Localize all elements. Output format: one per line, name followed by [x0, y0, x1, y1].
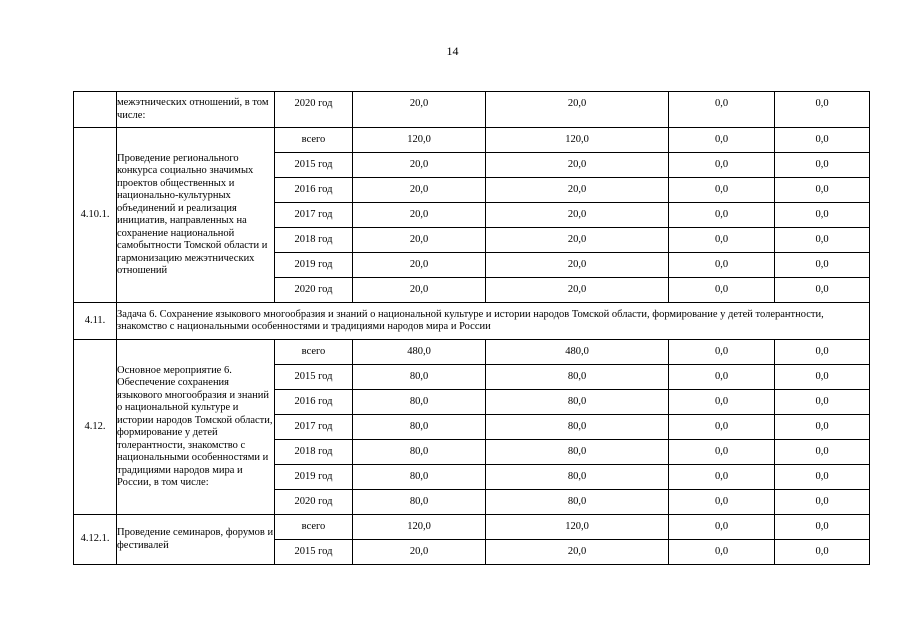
local-budget-cell: 0,0: [669, 415, 775, 440]
extra-budget-cell: 0,0: [775, 490, 870, 515]
regional-budget-cell: 80,0: [486, 490, 669, 515]
total-value-cell: 80,0: [353, 390, 486, 415]
regional-budget-cell: 20,0: [486, 278, 669, 303]
extra-budget-cell: 0,0: [775, 540, 870, 565]
measure-description: Основное мероприятие 6. Обеспечение сохранения языкового многообразия и знаний о национальной культуре и истории народов Томской области, формирование у детей толерантности, знакомство с национальными особенностями и традициями народов мира и России, в том числе:: [117, 340, 275, 515]
table-row: [74, 92, 870, 128]
year-cell: 2017 год: [275, 415, 353, 440]
total-value-cell: 80,0: [353, 365, 486, 390]
local-budget-cell: 0,0: [669, 515, 775, 540]
local-budget-cell: 0,0: [669, 228, 775, 253]
regional-budget-cell: 20,0: [486, 540, 669, 565]
regional-budget-cell: 20,0: [486, 228, 669, 253]
row-number: 4.11.: [74, 303, 117, 340]
year-cell: 2020 год: [275, 490, 353, 515]
measure-description: Проведение семинаров, форумов и фестивалей: [117, 515, 275, 565]
extra-budget-cell: 0,0: [775, 92, 870, 128]
total-value-cell: 120,0: [353, 515, 486, 540]
year-cell: всего: [275, 128, 353, 153]
total-value-cell: 120,0: [353, 128, 486, 153]
table-row: [74, 340, 870, 365]
row-number: 4.12.1.: [74, 515, 117, 565]
extra-budget-cell: 0,0: [775, 440, 870, 465]
total-value-cell: 80,0: [353, 465, 486, 490]
local-budget-cell: 0,0: [669, 440, 775, 465]
row-number: [74, 92, 117, 128]
year-cell: 2015 год: [275, 365, 353, 390]
local-budget-cell: 0,0: [669, 92, 775, 128]
regional-budget-cell: 80,0: [486, 465, 669, 490]
regional-budget-cell: 120,0: [486, 128, 669, 153]
task-row: [74, 303, 870, 340]
year-cell: 2018 год: [275, 440, 353, 465]
local-budget-cell: 0,0: [669, 128, 775, 153]
table-row: [74, 515, 870, 540]
local-budget-cell: 0,0: [669, 540, 775, 565]
extra-budget-cell: 0,0: [775, 153, 870, 178]
year-cell: 2018 год: [275, 228, 353, 253]
local-budget-cell: 0,0: [669, 365, 775, 390]
regional-budget-cell: 20,0: [486, 92, 669, 128]
year-cell: 2015 год: [275, 540, 353, 565]
page-number: 14: [446, 44, 459, 58]
local-budget-cell: 0,0: [669, 390, 775, 415]
budget-table: [73, 91, 870, 565]
regional-budget-cell: 20,0: [486, 203, 669, 228]
year-cell: 2017 год: [275, 203, 353, 228]
regional-budget-cell: 120,0: [486, 515, 669, 540]
row-number: 4.10.1.: [74, 128, 117, 303]
table-row: [74, 128, 870, 153]
extra-budget-cell: 0,0: [775, 278, 870, 303]
extra-budget-cell: 0,0: [775, 228, 870, 253]
year-cell: 2019 год: [275, 253, 353, 278]
total-value-cell: 80,0: [353, 440, 486, 465]
total-value-cell: 80,0: [353, 415, 486, 440]
regional-budget-cell: 480,0: [486, 340, 669, 365]
extra-budget-cell: 0,0: [775, 253, 870, 278]
measure-description: Проведение регионального конкурса социально значимых проектов общественных и национально-культурных объединений и реализация инициатив, направленных на сохранение национальной самобытности Томской области и гармонизацию межэтнических отношений: [117, 128, 275, 303]
regional-budget-cell: 20,0: [486, 153, 669, 178]
extra-budget-cell: 0,0: [775, 340, 870, 365]
local-budget-cell: 0,0: [669, 203, 775, 228]
task-description: Задача 6. Сохранение языкового многообразия и знаний о национальной культуре и истории народов Томской области, формирование у детей толерантности, знакомство с национальными особенностями и традициями народов мира и России: [117, 303, 870, 340]
regional-budget-cell: 80,0: [486, 390, 669, 415]
extra-budget-cell: 0,0: [775, 128, 870, 153]
year-cell: 2016 год: [275, 390, 353, 415]
regional-budget-cell: 80,0: [486, 365, 669, 390]
extra-budget-cell: 0,0: [775, 465, 870, 490]
year-cell: 2019 год: [275, 465, 353, 490]
total-value-cell: 20,0: [353, 540, 486, 565]
local-budget-cell: 0,0: [669, 178, 775, 203]
extra-budget-cell: 0,0: [775, 415, 870, 440]
extra-budget-cell: 0,0: [775, 365, 870, 390]
total-value-cell: 20,0: [353, 92, 486, 128]
total-value-cell: 480,0: [353, 340, 486, 365]
extra-budget-cell: 0,0: [775, 203, 870, 228]
total-value-cell: 80,0: [353, 490, 486, 515]
year-cell: всего: [275, 515, 353, 540]
year-cell: 2020 год: [275, 278, 353, 303]
total-value-cell: 20,0: [353, 278, 486, 303]
local-budget-cell: 0,0: [669, 253, 775, 278]
total-value-cell: 20,0: [353, 153, 486, 178]
total-value-cell: 20,0: [353, 203, 486, 228]
total-value-cell: 20,0: [353, 178, 486, 203]
local-budget-cell: 0,0: [669, 340, 775, 365]
regional-budget-cell: 20,0: [486, 253, 669, 278]
total-value-cell: 20,0: [353, 253, 486, 278]
regional-budget-cell: 80,0: [486, 415, 669, 440]
local-budget-cell: 0,0: [669, 490, 775, 515]
local-budget-cell: 0,0: [669, 153, 775, 178]
measure-description: межэтнических отношений, в том числе:: [117, 92, 275, 128]
extra-budget-cell: 0,0: [775, 515, 870, 540]
local-budget-cell: 0,0: [669, 465, 775, 490]
year-cell: всего: [275, 340, 353, 365]
year-cell: 2015 год: [275, 153, 353, 178]
total-value-cell: 20,0: [353, 228, 486, 253]
local-budget-cell: 0,0: [669, 278, 775, 303]
extra-budget-cell: 0,0: [775, 178, 870, 203]
row-number: 4.12.: [74, 340, 117, 515]
regional-budget-cell: 80,0: [486, 440, 669, 465]
extra-budget-cell: 0,0: [775, 390, 870, 415]
year-cell: 2016 год: [275, 178, 353, 203]
regional-budget-cell: 20,0: [486, 178, 669, 203]
year-cell: 2020 год: [275, 92, 353, 128]
